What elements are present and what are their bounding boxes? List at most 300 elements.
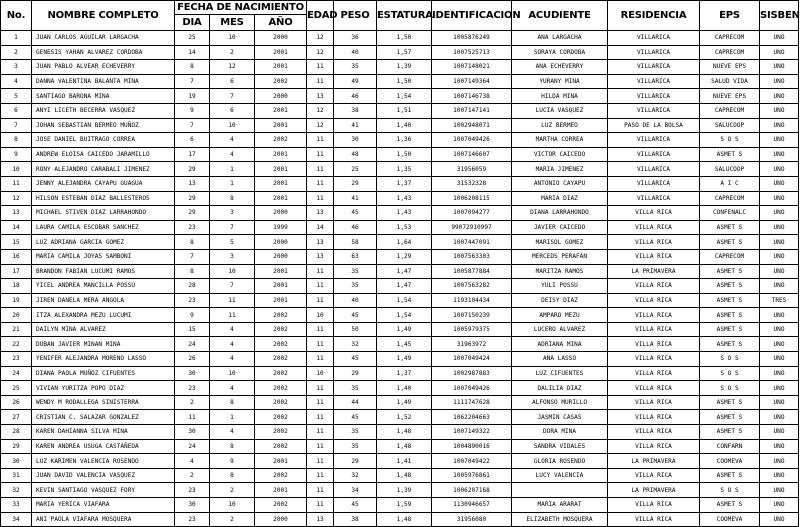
cell-estatura: 1,45	[377, 337, 432, 352]
cell-no: 13	[1, 206, 32, 221]
cell-dia: 8	[175, 264, 210, 279]
col-header-estatura: ESTATURA	[377, 1, 432, 31]
cell-estatura: 1,48	[377, 439, 432, 454]
cell-estatura: 1,37	[377, 366, 432, 381]
cell-residencia: LA PRIMAVERA	[608, 454, 700, 469]
cell-residencia: VILLA RICA	[608, 206, 700, 221]
cell-peso: 29	[334, 366, 377, 381]
cell-dia: 23	[175, 293, 210, 308]
table-row	[1, 31, 799, 46]
cell-estatura: 1,59	[377, 498, 432, 513]
cell-no: 28	[1, 425, 32, 440]
cell-no: 22	[1, 337, 32, 352]
cell-nombre: WENDY M RODALLEGA SINISTERRA	[32, 395, 175, 410]
cell-dia: 23	[175, 512, 210, 527]
cell-eps: A I C	[700, 176, 760, 191]
cell-acudiente: AMPARO MEZU	[512, 308, 608, 323]
cell-sisben: UNO	[760, 74, 799, 89]
cell-sisben: UNO	[760, 206, 799, 221]
cell-nombre: YICEL ANDREA MANCILLA POSSU	[32, 279, 175, 294]
cell-nombre: DUBAN JAVIER MINAN MINA	[32, 337, 175, 352]
col-header-no: No.	[1, 1, 32, 31]
cell-anio: 2001	[255, 45, 307, 60]
cell-identificacion: 1007049422	[432, 454, 512, 469]
cell-no: 34	[1, 512, 32, 527]
cell-anio: 2001	[255, 103, 307, 118]
cell-sisben: UNO	[760, 264, 799, 279]
cell-identificacion: 31956059	[432, 162, 512, 177]
cell-dia: 23	[175, 220, 210, 235]
cell-sisben: UNO	[760, 322, 799, 337]
table-row	[1, 512, 799, 527]
cell-mes: 4	[210, 147, 255, 162]
cell-dia: 25	[175, 31, 210, 46]
cell-sisben: UNO	[760, 381, 799, 396]
cell-identificacion: 1006207168	[432, 483, 512, 498]
cell-edad: 12	[307, 103, 334, 118]
cell-dia: 23	[175, 381, 210, 396]
cell-sisben: TRES	[760, 293, 799, 308]
cell-acudiente: GLORIA ROSENDO	[512, 454, 608, 469]
cell-edad: 11	[307, 293, 334, 308]
cell-mes: 9	[210, 454, 255, 469]
cell-identificacion: 1005976861	[432, 468, 512, 483]
cell-no: 12	[1, 191, 32, 206]
table-row	[1, 249, 799, 264]
cell-dia: 15	[175, 322, 210, 337]
cell-peso: 38	[334, 103, 377, 118]
cell-no: 19	[1, 293, 32, 308]
cell-no: 21	[1, 322, 32, 337]
cell-nombre: JOHAN SEBASTIAN BERMEO MUÑOZ	[32, 118, 175, 133]
cell-peso: 35	[334, 439, 377, 454]
cell-nombre: JUAN CARLOS AGUILAR LARGACHA	[32, 31, 175, 46]
cell-estatura: 1,54	[377, 89, 432, 104]
table-row	[1, 133, 799, 148]
cell-acudiente: ANA LASSO	[512, 352, 608, 367]
cell-mes: 8	[210, 395, 255, 410]
cell-nombre: LAURA CAMILA ESCOBAR SANCHEZ	[32, 220, 175, 235]
cell-acudiente: DALILIA DIAZ	[512, 381, 608, 396]
cell-eps: COOMEVA	[700, 454, 760, 469]
cell-anio: 2002	[255, 322, 307, 337]
cell-peso: 45	[334, 410, 377, 425]
cell-estatura: 1,57	[377, 45, 432, 60]
cell-residencia: VILLARICA	[608, 74, 700, 89]
cell-nombre: MARIA CAMILA JOYAS SAMBONI	[32, 249, 175, 264]
cell-mes: 2	[210, 45, 255, 60]
cell-nombre: BRANDON FABIAN LUCUMI RAMOS	[32, 264, 175, 279]
cell-no: 6	[1, 103, 32, 118]
table-row	[1, 147, 799, 162]
col-header-dia: DIA	[175, 15, 210, 31]
table-row	[1, 103, 799, 118]
cell-mes: 2	[210, 512, 255, 527]
cell-peso: 50	[334, 322, 377, 337]
cell-nombre: JUAN DAVID VALENCIA VASQUEZ	[32, 468, 175, 483]
cell-nombre: ANI PAOLA VIAFARA MOSQUERA	[32, 512, 175, 527]
cell-no: 10	[1, 162, 32, 177]
cell-sisben: UNO	[760, 337, 799, 352]
cell-sisben: UNO	[760, 454, 799, 469]
cell-edad: 11	[307, 322, 334, 337]
cell-eps: S O S	[700, 366, 760, 381]
cell-residencia: VILLARICA	[608, 176, 700, 191]
cell-acudiente: JAVIER CAICEDO	[512, 220, 608, 235]
cell-acudiente: SANDRA VIDALES	[512, 439, 608, 454]
table-row	[1, 308, 799, 323]
cell-nombre: JIREN DANELA MERA ANGOLA	[32, 293, 175, 308]
table-row	[1, 337, 799, 352]
cell-peso: 45	[334, 308, 377, 323]
cell-anio: 2002	[255, 410, 307, 425]
cell-edad: 10	[307, 366, 334, 381]
cell-acudiente: LUZ BERMEO	[512, 118, 608, 133]
cell-sisben: UNO	[760, 147, 799, 162]
cell-acudiente: MARIA DIAZ	[512, 191, 608, 206]
cell-nombre: GENESIS YAHAN ALVAREZ CORDOBA	[32, 45, 175, 60]
cell-identificacion: 1007147141	[432, 103, 512, 118]
cell-identificacion: 1006208115	[432, 191, 512, 206]
cell-eps: S O S	[700, 133, 760, 148]
cell-residencia: VILLA RICA	[608, 279, 700, 294]
cell-residencia: VILLA RICA	[608, 395, 700, 410]
cell-edad: 13	[307, 512, 334, 527]
cell-edad: 11	[307, 162, 334, 177]
cell-estatura: 1,40	[377, 118, 432, 133]
cell-anio: 2001	[255, 191, 307, 206]
cell-estatura: 1,36	[377, 133, 432, 148]
cell-edad: 12	[307, 45, 334, 60]
cell-acudiente: MARITZA RAMOS	[512, 264, 608, 279]
cell-edad: 13	[307, 206, 334, 221]
cell-sisben: UNO	[760, 425, 799, 440]
cell-peso: 45	[334, 206, 377, 221]
col-header-acudiente: ACUDIENTE	[512, 1, 608, 31]
cell-estatura: 1,48	[377, 468, 432, 483]
cell-eps: ASMET S	[700, 322, 760, 337]
cell-dia: 4	[175, 454, 210, 469]
cell-nombre: ANYI LICETH BECERRA VASQUEZ	[32, 103, 175, 118]
cell-sisben: UNO	[760, 483, 799, 498]
cell-mes: 10	[210, 366, 255, 381]
cell-dia: 29	[175, 191, 210, 206]
cell-dia: 24	[175, 439, 210, 454]
table-row	[1, 118, 799, 133]
cell-dia: 7	[175, 74, 210, 89]
cell-acudiente: YULI POSSU	[512, 279, 608, 294]
cell-identificacion: 1007149364	[432, 74, 512, 89]
cell-estatura: 1,52	[377, 410, 432, 425]
cell-no: 7	[1, 118, 32, 133]
cell-no: 29	[1, 439, 32, 454]
cell-dia: 9	[175, 308, 210, 323]
col-header-edad: EDAD	[307, 1, 334, 31]
cell-sisben: UNO	[760, 191, 799, 206]
cell-eps: CAPRECOM	[700, 191, 760, 206]
cell-residencia: VILLA RICA	[608, 308, 700, 323]
cell-anio: 2001	[255, 264, 307, 279]
cell-eps: ASMET S	[700, 425, 760, 440]
cell-edad: 11	[307, 60, 334, 75]
cell-sisben: UNO	[760, 439, 799, 454]
cell-dia: 14	[175, 45, 210, 60]
cell-peso: 49	[334, 74, 377, 89]
cell-dia: 2	[175, 468, 210, 483]
cell-identificacion: 1005979375	[432, 322, 512, 337]
cell-residencia: VILLARICA	[608, 103, 700, 118]
cell-mes: 7	[210, 279, 255, 294]
table-row	[1, 74, 799, 89]
cell-anio: 2000	[255, 512, 307, 527]
cell-eps: CAPRECOM	[700, 45, 760, 60]
cell-residencia: VILLA RICA	[608, 468, 700, 483]
cell-mes: 7	[210, 89, 255, 104]
cell-no: 31	[1, 468, 32, 483]
table-row	[1, 483, 799, 498]
cell-sisben: UNO	[760, 176, 799, 191]
table-row	[1, 410, 799, 425]
cell-estatura: 1,64	[377, 235, 432, 250]
cell-identificacion: 1007563282	[432, 279, 512, 294]
cell-sisben: UNO	[760, 410, 799, 425]
cell-eps: SALUD VIDA	[700, 74, 760, 89]
cell-residencia: VILLA RICA	[608, 512, 700, 527]
cell-sisben: UNO	[760, 308, 799, 323]
cell-nombre: JUAN PABLO ALVEAR ECHEVERRY	[32, 60, 175, 75]
cell-eps: ASMET S	[700, 293, 760, 308]
cell-mes: 3	[210, 206, 255, 221]
table-row	[1, 381, 799, 396]
cell-mes: 11	[210, 308, 255, 323]
cell-identificacion: 99072910997	[432, 220, 512, 235]
cell-identificacion: 1007148021	[432, 60, 512, 75]
cell-no: 8	[1, 133, 32, 148]
col-header-anio: AÑO	[255, 15, 307, 31]
cell-dia: 28	[175, 279, 210, 294]
cell-estatura: 1,35	[377, 162, 432, 177]
cell-identificacion: 1005877884	[432, 264, 512, 279]
cell-peso: 44	[334, 395, 377, 410]
cell-peso: 48	[334, 147, 377, 162]
cell-edad: 11	[307, 425, 334, 440]
cell-peso: 30	[334, 133, 377, 148]
cell-peso: 32	[334, 337, 377, 352]
cell-edad: 13	[307, 89, 334, 104]
cell-mes: 4	[210, 425, 255, 440]
cell-sisben: UNO	[760, 220, 799, 235]
cell-nombre: MICHAEL STIVEN DIAZ LARRAHONDO	[32, 206, 175, 221]
table-row	[1, 395, 799, 410]
cell-identificacion: 31532328	[432, 176, 512, 191]
cell-eps: ASMET S	[700, 147, 760, 162]
cell-estatura: 1,50	[377, 147, 432, 162]
cell-dia: 2	[175, 395, 210, 410]
cell-estatura: 1,49	[377, 395, 432, 410]
col-header-peso: PESO	[334, 1, 377, 31]
cell-peso: 40	[334, 293, 377, 308]
cell-acudiente: ALFONSO MURILLO	[512, 395, 608, 410]
table-row	[1, 498, 799, 513]
cell-peso: 41	[334, 191, 377, 206]
table-row	[1, 45, 799, 60]
cell-identificacion: 1002948071	[432, 118, 512, 133]
cell-anio: 2002	[255, 439, 307, 454]
cell-mes: 6	[210, 103, 255, 118]
cell-no: 16	[1, 249, 32, 264]
cell-anio: 2002	[255, 498, 307, 513]
cell-estatura: 1,54	[377, 293, 432, 308]
cell-estatura: 1,39	[377, 60, 432, 75]
cell-nombre: DIANA PAOLA MUÑOZ CIFUENTES	[32, 366, 175, 381]
cell-eps: NUEVE EPS	[700, 89, 760, 104]
cell-peso: 35	[334, 425, 377, 440]
cell-no: 25	[1, 381, 32, 396]
cell-estatura: 1,40	[377, 381, 432, 396]
cell-estatura: 1,48	[377, 425, 432, 440]
cell-identificacion: 1007447091	[432, 235, 512, 250]
cell-residencia: LA PRIMAVERA	[608, 264, 700, 279]
cell-edad: 11	[307, 279, 334, 294]
cell-residencia: PASO DE LA BOLSA	[608, 118, 700, 133]
cell-mes: 10	[210, 264, 255, 279]
cell-eps: S O S	[700, 352, 760, 367]
col-header-residencia: RESIDENCIA	[608, 1, 700, 31]
cell-acudiente: SORAYA CORDOBA	[512, 45, 608, 60]
cell-eps: CAPRECOM	[700, 103, 760, 118]
table-row	[1, 89, 799, 104]
cell-acudiente: ELIZABETH MOSQUERA	[512, 512, 608, 527]
cell-peso: 38	[334, 512, 377, 527]
cell-estatura: 1,53	[377, 220, 432, 235]
cell-mes: 12	[210, 60, 255, 75]
cell-eps: ASMET S	[700, 279, 760, 294]
cell-no: 33	[1, 498, 32, 513]
cell-dia: 8	[175, 60, 210, 75]
cell-eps: ASMET S	[700, 410, 760, 425]
cell-eps: CAPRECOM	[700, 249, 760, 264]
cell-identificacion: 1007049426	[432, 133, 512, 148]
cell-mes: 10	[210, 31, 255, 46]
cell-edad: 11	[307, 498, 334, 513]
table-row	[1, 235, 799, 250]
cell-mes: 5	[210, 235, 255, 250]
cell-no: 5	[1, 89, 32, 104]
header-row-top	[1, 1, 799, 15]
cell-acudiente: MARISOL GOMEZ	[512, 235, 608, 250]
cell-acudiente: JASMIN CASAS	[512, 410, 608, 425]
cell-peso: 45	[334, 498, 377, 513]
cell-anio: 2000	[255, 206, 307, 221]
cell-residencia: VILLARICA	[608, 45, 700, 60]
cell-dia: 29	[175, 206, 210, 221]
cell-nombre: VIVIAN YURITZA POPO DIAZ	[32, 381, 175, 396]
cell-sisben: UNO	[760, 89, 799, 104]
cell-eps: CAPRECOM	[700, 31, 760, 46]
cell-identificacion: 1007146738	[432, 89, 512, 104]
cell-no: 27	[1, 410, 32, 425]
cell-identificacion: 1007094277	[432, 206, 512, 221]
table-row	[1, 454, 799, 469]
table-header	[1, 1, 799, 31]
cell-no: 9	[1, 147, 32, 162]
cell-acudiente: LUCY VALENCIA	[512, 468, 608, 483]
cell-identificacion: 1007149322	[432, 425, 512, 440]
cell-sisben: UNO	[760, 235, 799, 250]
table-row	[1, 293, 799, 308]
cell-eps: SALUCOOP	[700, 118, 760, 133]
cell-estatura: 1,50	[377, 74, 432, 89]
cell-anio: 2002	[255, 352, 307, 367]
cell-estatura: 1,50	[377, 31, 432, 46]
cell-no: 17	[1, 264, 32, 279]
cell-eps: CONFENALC	[700, 206, 760, 221]
cell-edad: 11	[307, 74, 334, 89]
cell-mes: 10	[210, 118, 255, 133]
table-row	[1, 366, 799, 381]
cell-residencia: VILLA RICA	[608, 425, 700, 440]
cell-edad: 11	[307, 454, 334, 469]
cell-acudiente	[512, 483, 608, 498]
cell-dia: 29	[175, 162, 210, 177]
cell-identificacion: 1111747628	[432, 395, 512, 410]
cell-anio: 2001	[255, 118, 307, 133]
cell-anio: 1999	[255, 220, 307, 235]
cell-residencia: VILLARICA	[608, 191, 700, 206]
cell-nombre: DANNA VALENTINA BALANTA MINA	[32, 74, 175, 89]
cell-estatura: 1,39	[377, 483, 432, 498]
cell-edad: 11	[307, 133, 334, 148]
cell-anio: 2002	[255, 395, 307, 410]
cell-residencia: VILLARICA	[608, 147, 700, 162]
cell-acudiente: HILDA MINA	[512, 89, 608, 104]
cell-identificacion: 1004890016	[432, 439, 512, 454]
cell-anio: 2001	[255, 60, 307, 75]
cell-edad: 11	[307, 439, 334, 454]
table-row	[1, 206, 799, 221]
cell-sisben: UNO	[760, 498, 799, 513]
cell-residencia: VILLARICA	[608, 133, 700, 148]
cell-estatura: 1,47	[377, 279, 432, 294]
cell-residencia: VILLA RICA	[608, 249, 700, 264]
cell-eps: COOMEVA	[700, 512, 760, 527]
cell-acudiente: DORA MINA	[512, 425, 608, 440]
cell-edad: 11	[307, 264, 334, 279]
cell-identificacion: 1007049424	[432, 352, 512, 367]
cell-residencia: VILLA RICA	[608, 337, 700, 352]
cell-residencia: VILLARICA	[608, 89, 700, 104]
cell-acudiente: MARIA ARARAT	[512, 498, 608, 513]
cell-acudiente: DIANA LARRAHONDO	[512, 206, 608, 221]
cell-sisben: UNO	[760, 118, 799, 133]
cell-sisben: UNO	[760, 352, 799, 367]
cell-dia: 24	[175, 337, 210, 352]
cell-nombre: CRISTIAN C. SALAZAR GONZALEZ	[32, 410, 175, 425]
table-row	[1, 162, 799, 177]
cell-eps: S O S	[700, 381, 760, 396]
cell-nombre: KAREN ANDREA USUGA CASTAÑEDA	[32, 439, 175, 454]
cell-residencia: LA PRIMAVERA	[608, 483, 700, 498]
cell-peso: 46	[334, 89, 377, 104]
cell-peso: 46	[334, 220, 377, 235]
cell-nombre: YENIFER ALEJANDRA MORENO LASSO	[32, 352, 175, 367]
cell-peso: 36	[334, 31, 377, 46]
cell-edad: 12	[307, 118, 334, 133]
cell-mes: 4	[210, 133, 255, 148]
cell-nombre: DAILYN MINA ALVAREZ	[32, 322, 175, 337]
cell-anio: 2000	[255, 31, 307, 46]
cell-residencia: VILLA RICA	[608, 439, 700, 454]
